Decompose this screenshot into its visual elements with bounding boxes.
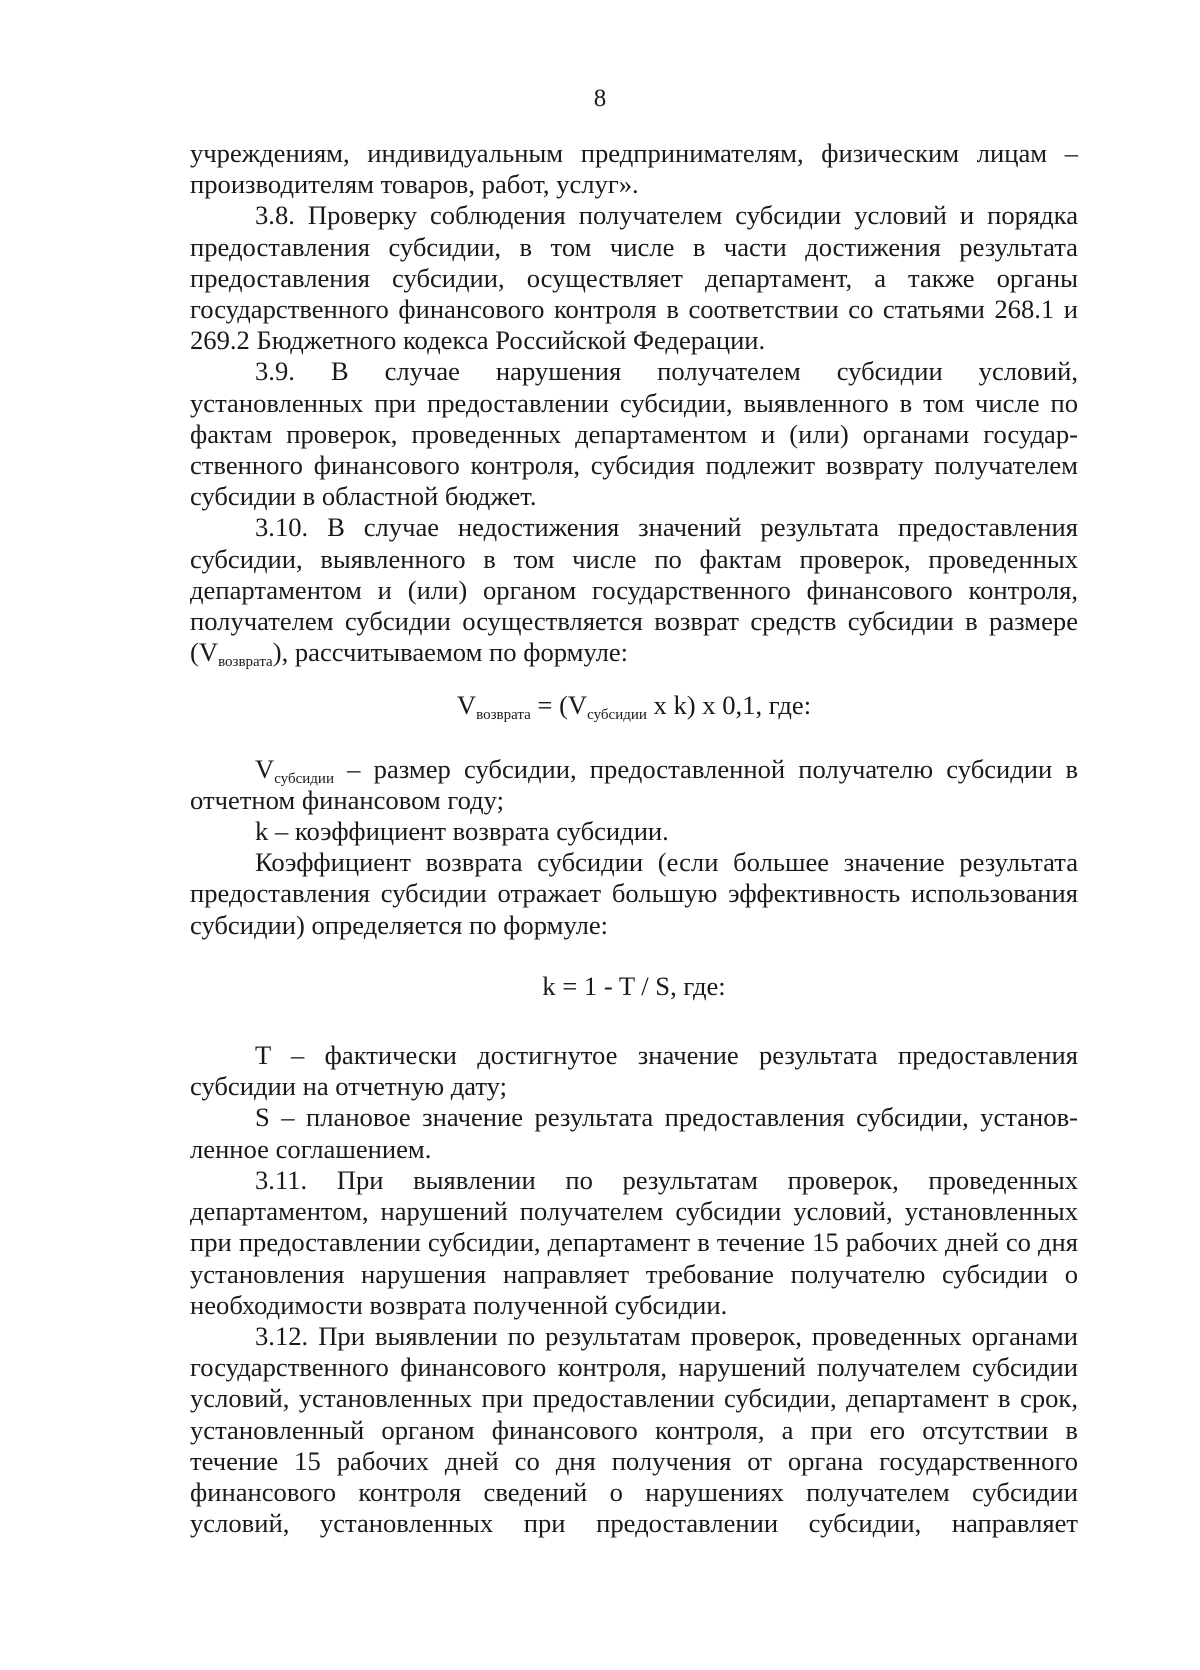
- formula-v-return: [190, 690, 1078, 724]
- definition-t: T – фактически достигнутое значение результата предоставления субсидии на отчетную дату;: [190, 1040, 1078, 1102]
- paragraph-intro-line-2: производителям товаров, работ, услуг».: [190, 169, 639, 200]
- document-body: [190, 138, 1078, 1539]
- paragraph-3-10-subscript: возврата: [218, 654, 273, 671]
- paragraph-coefficient: Коэффициент возврата субсидии (если большее значение результата предоставления субсидии отражает большую эффективность использования субсидии) определяется по формуле:: [190, 847, 1078, 940]
- definition-v-text: – размер субсидии, предоставленной получателю субсидии в отчетном финансовом году;: [190, 753, 1078, 815]
- formula-v-eq-open: = (V: [530, 690, 588, 721]
- formula-k: k = 1 - T / S, где:: [542, 970, 726, 1001]
- paragraph-3-10-text: 3.10. В случае недостижения значений результата предоставления субсидии, выявленного в том числе по фактам проверок, проведенных департаментом и (или) органом государственного финансового контроля, получателем субсидии осуществляется возврат средств субсидии в размере (V: [190, 512, 1078, 668]
- definition-k: k – коэффициент возврата субсидии.: [255, 816, 669, 847]
- paragraph-3-11: 3.11. При выявлении по результатам проверок, проведенных департаментом, нарушений получателем субсидии условий, установленных при предоставлении субсидии, департамент в течение 15 рабочих дней со дня установления нарушения направляет требование получателю субсидии о необходимости возврата полученной субсидии.: [190, 1164, 1078, 1320]
- paragraph-3-9: 3.9. В случае нарушения получателем субсидии условий, установленных при предоставлении субсидии, выявленного в том числе по фактам проверок, проведенных департаментом и (или) органами государственного финансового контроля, субсидия подлежит возврату получателем субсидии в областной бюджет.: [190, 356, 1078, 512]
- paragraph-3-10-tail: ), рассчитываемом по формуле:: [272, 637, 629, 668]
- page-number: 8: [593, 85, 607, 112]
- paragraph-3-12: 3.12. При выявлении по результатам проверок, проведенных органами государственного финансового контроля, нарушений получателем субсидии условий, установленных при предоставлении субсидии, департамент в срок, установленный органом финансового контроля, а при его отсутствии в течение 15 рабочих дней со дня получения от органа государственного финансового контроля сведений о нарушениях получателем субсидии условий, установленных при предоставлении субсидии, направляет: [190, 1320, 1078, 1539]
- definition-v-symbol: V: [255, 753, 275, 784]
- definition-v-subsidy: [190, 754, 1078, 816]
- formula-v-rest: x k) x 0,1, где:: [646, 690, 812, 721]
- definition-s: S – плановое значение результата предоставления субсидии, установленное соглашением.: [190, 1102, 1078, 1164]
- paragraph-3-10: [190, 512, 1078, 671]
- paragraph-intro-line-1: учреждениям, индивидуальным предпринимателям, физическим лицам –: [190, 138, 1078, 168]
- formula-v-lhs: V: [456, 690, 477, 721]
- formula-v-lhs-subscript: возврата: [476, 707, 531, 724]
- paragraph-3-8: 3.8. Проверку соблюдения получателем субсидии условий и порядка предоставления субсидии, в том числе в части достижения результата предоставления субсидии, осуществляет департамент, а также органы государственного финансового контроля в соответствии со статьями 268.1 и 269.2 Бюджетного кодекса Российской Федерации.: [190, 200, 1078, 356]
- formula-v-inner-subscript: субсидии: [587, 707, 647, 724]
- definition-v-subscript: субсидии: [274, 770, 334, 787]
